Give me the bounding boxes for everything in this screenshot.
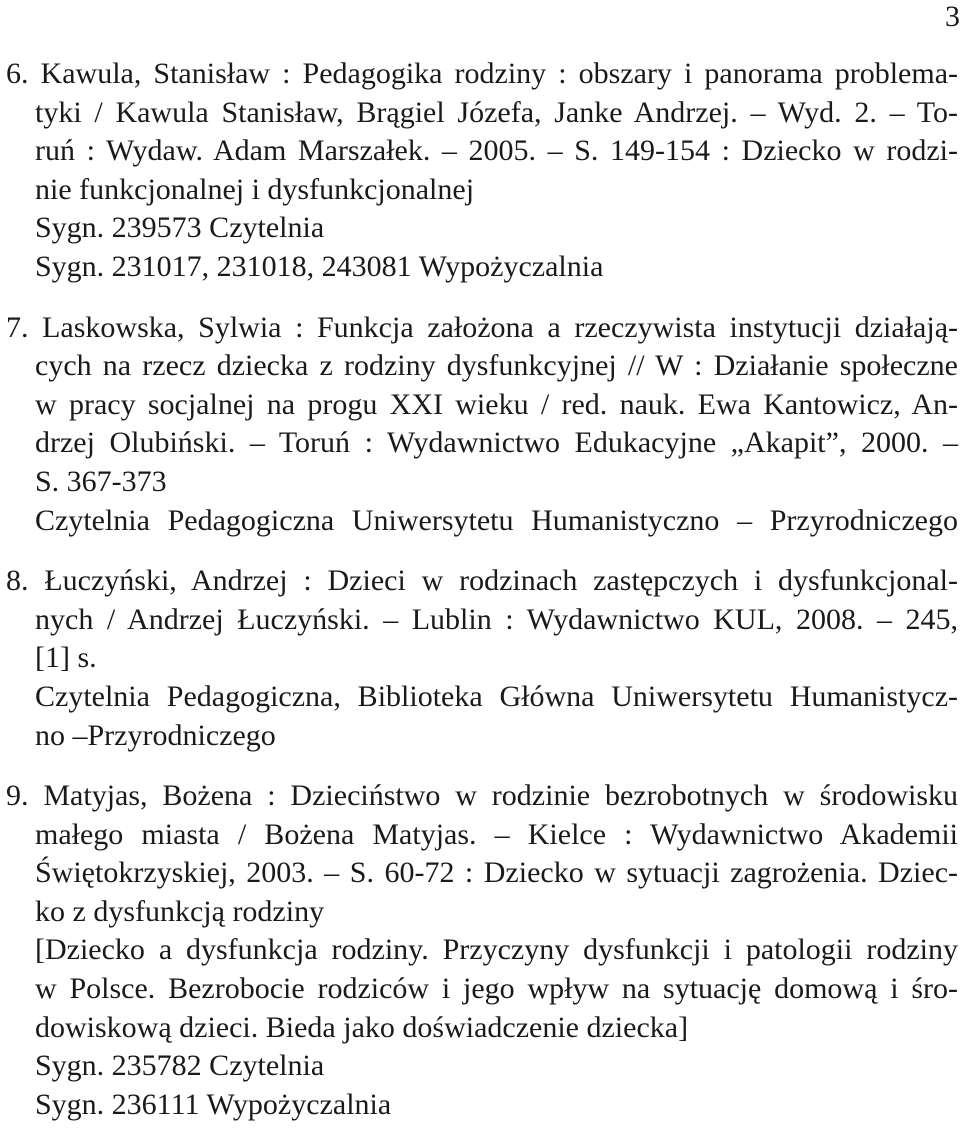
entry-line: w pracy socjalnej na progu XXI wieku / red. nauk. Ewa Kantowicz, An- [35, 387, 958, 421]
entry-line: nie funkcjonalnej i dysfunkcjonalnej [35, 172, 475, 206]
entry-line: 8. Łuczyński, Andrzej : Dzieci w rodzinach zastępczych i dysfunkcjonal- [6, 564, 958, 598]
entry-line: Czytelnia Pedagogiczna Uniwersytetu Humanistyczno – Przyrodniczego [35, 503, 958, 537]
entry-line: dowiskową dzieci. Bieda jako doświadczenie dziecka] [35, 1010, 689, 1044]
bibliography-entry-9 [6, 777, 958, 1124]
entry-line: Świętokrzyskiej, 2003. – S. 60-72 : Dziecko w sytuacji zagrożenia. Dziec- [35, 856, 958, 890]
page-number: 3 [945, 0, 960, 33]
entry-line: tyki / Kawula Stanisław, Brągiel Józefa, Janke Andrzej. – Wyd. 2. – To- [35, 95, 958, 129]
entry-line: małego miasta / Bożena Matyjas. – Kielce : Wydawnictwo Akademii [35, 817, 958, 851]
entry-line: 9. Matyjas, Bożena : Dzieciństwo w rodzinie bezrobotnych w środowisku [6, 779, 958, 813]
entry-line: 7. Laskowska, Sylwia : Funkcja założona a rzeczywista instytucji działają- [6, 310, 958, 344]
entry-line: Czytelnia Pedagogiczna, Biblioteka Główna Uniwersytetu Humanistycz- [35, 679, 958, 713]
entry-line: w Polsce. Bezrobocie rodziców i jego wpływ na sytuację domową i śro- [35, 972, 958, 1006]
entry-line: [1] s. [35, 641, 97, 675]
entry-line: nych / Andrzej Łuczyński. – Lublin : Wydawnictwo KUL, 2008. – 245, [35, 602, 958, 636]
entry-line: 6. Kawula, Stanisław : Pedagogika rodziny : obszary i panorama problema- [6, 57, 958, 90]
bibliography-entry-7 [6, 309, 958, 541]
bibliography-entry-6 [6, 55, 958, 287]
entry-line: Sygn. 236111 Wypożyczalnia [35, 1087, 392, 1121]
entry-line: ruń : Wydaw. Adam Marszałek. – 2005. – S. 149-154 : Dziecko w rodzi- [35, 134, 958, 168]
bibliography-list [6, 55, 958, 1124]
entry-line: cych na rzecz dziecka z rodziny dysfunkcyjnej // W : Działanie społeczne [35, 349, 958, 383]
entry-line: [Dziecko a dysfunkcja rodziny. Przyczyny dysfunkcji i patologii rodziny [35, 933, 958, 967]
entry-line: S. 367-373 [35, 464, 167, 498]
entry-line: Sygn. 235782 Czytelnia [35, 1049, 325, 1083]
entry-line: no –Przyrodniczego [35, 718, 276, 752]
bibliography-entry-8 [6, 562, 958, 755]
entry-line: drzej Olubiński. – Toruń : Wydawnictwo Edukacyjne „Akapit”, 2000. – [35, 426, 958, 460]
entry-line: ko z dysfunkcją rodziny [35, 894, 325, 928]
entry-line: Sygn. 231017, 231018, 243081 Wypożyczalnia [35, 249, 604, 283]
entry-line: Sygn. 239573 Czytelnia [35, 211, 325, 245]
